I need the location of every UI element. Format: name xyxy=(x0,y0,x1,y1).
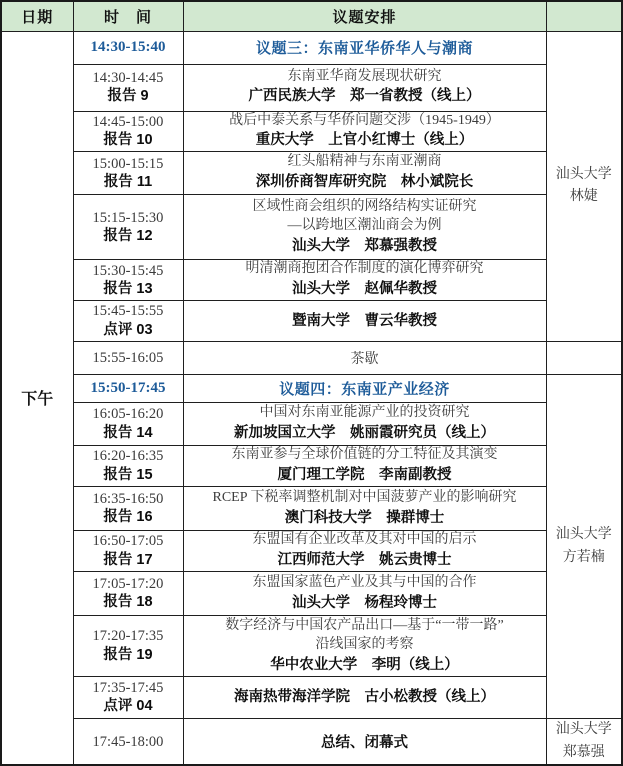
report-row xyxy=(1,64,622,111)
presenter-line: 汕头大学 赵佩华教授 xyxy=(292,281,437,298)
presenter-line: 新加坡国立大学 姚丽霞研究员（线上） xyxy=(234,425,495,442)
time-range: 16:20-16:35 xyxy=(92,448,164,465)
time-cell xyxy=(73,531,183,572)
header-agenda: 议题安排 xyxy=(183,1,546,31)
time-cell: 14:30-15:40 xyxy=(73,31,183,64)
report-label: 报告 10 xyxy=(103,131,153,148)
header-date: 日期 xyxy=(1,1,73,31)
topic-line: 红头船精神与东南亚潮商 xyxy=(287,154,442,170)
agenda-cell xyxy=(183,111,546,152)
time-cell xyxy=(73,677,183,719)
date-cell: 下午 xyxy=(1,31,73,765)
host-cell-empty xyxy=(546,342,622,375)
presenter-line: 海南热带海洋学院 古小松教授（线上） xyxy=(234,689,495,706)
host-cell xyxy=(546,719,622,765)
closing-row xyxy=(1,719,622,765)
report-label: 报告 11 xyxy=(103,173,153,190)
presenter-line: 汕头大学 郑慕强教授 xyxy=(292,237,437,254)
host-org: 汕头大学 xyxy=(555,527,612,543)
time-range: 16:50-17:05 xyxy=(92,533,164,550)
report-label: 报告 16 xyxy=(103,509,153,525)
time-range: 15:45-15:55 xyxy=(92,303,164,320)
host-name: 方若楠 xyxy=(562,549,605,565)
topic-line-2: —以跨地区潮汕商会为例 xyxy=(287,217,442,233)
time-cell: 15:55-16:05 xyxy=(73,342,183,375)
presenter-line: 华中农业大学 李明（线上） xyxy=(270,656,459,673)
topic-line: RCEP 下税率调整机制对中国菠萝产业的影响研究 xyxy=(212,489,517,505)
agenda-cell xyxy=(183,260,546,301)
time-range: 15:15-15:30 xyxy=(92,209,164,226)
header-row xyxy=(1,1,622,31)
time-cell xyxy=(73,111,183,152)
agenda-cell: 总结、闭幕式 xyxy=(183,719,546,765)
presenter-line: 广西民族大学 郑一省教授（线上） xyxy=(248,88,481,105)
presenter-line: 暨南大学 曹云华教授 xyxy=(292,312,437,329)
report-row xyxy=(1,260,622,301)
agenda-cell xyxy=(183,64,546,111)
time-range: 17:05-17:20 xyxy=(92,575,164,592)
review-row xyxy=(1,677,622,719)
time-cell xyxy=(73,446,183,487)
report-row xyxy=(1,446,622,487)
topic-line: 东南亚华商发展现状研究 xyxy=(287,68,442,84)
time-range: 16:35-16:50 xyxy=(92,490,164,507)
time-cell xyxy=(73,572,183,616)
host-name: 郑慕强 xyxy=(562,744,605,760)
topic-line: 数字经济与中国农产品出口—基于“一带一路” xyxy=(225,617,504,633)
time-cell xyxy=(73,487,183,531)
time-range: 14:45-15:00 xyxy=(92,113,164,130)
time-cell: 17:45-18:00 xyxy=(73,719,183,765)
report-row xyxy=(1,531,622,572)
time-cell xyxy=(73,301,183,342)
presenter-line: 深圳侨商智库研究院 林小斌院长 xyxy=(255,174,474,191)
time-cell xyxy=(73,616,183,677)
report-label: 报告 13 xyxy=(103,280,153,297)
agenda-cell xyxy=(183,572,546,616)
review-label: 点评 03 xyxy=(103,321,153,338)
session4-row xyxy=(1,375,622,403)
time-cell xyxy=(73,195,183,260)
agenda-cell xyxy=(183,152,546,195)
agenda-cell xyxy=(183,531,546,572)
topic-line: 明清潮商抱团合作制度的演化博弈研究 xyxy=(245,261,484,277)
time-range: 17:35-17:45 xyxy=(92,679,164,696)
report-row xyxy=(1,195,622,260)
topic-line-2: 沿线国家的考察 xyxy=(315,636,414,652)
time-range: 15:00-15:15 xyxy=(92,155,164,172)
time-cell: 15:50-17:45 xyxy=(73,375,183,403)
report-row xyxy=(1,111,622,152)
tea-break-row xyxy=(1,342,622,375)
session-title: 议题四：东南亚产业经济 xyxy=(183,375,546,403)
time-range: 17:20-17:35 xyxy=(92,628,164,645)
host-name: 林婕 xyxy=(569,189,598,205)
agenda-cell xyxy=(183,195,546,260)
presenter-line: 厦门理工学院 李南副教授 xyxy=(277,467,452,484)
presenter-line: 澳门科技大学 操群博士 xyxy=(284,509,445,526)
host-cell xyxy=(546,31,622,342)
agenda-cell: 茶歇 xyxy=(183,342,546,375)
report-row xyxy=(1,616,622,677)
review-row xyxy=(1,301,622,342)
host-org: 汕头大学 xyxy=(555,167,612,183)
time-cell xyxy=(73,403,183,446)
agenda-cell xyxy=(183,446,546,487)
presenter-line: 江西师范大学 姚云贵博士 xyxy=(277,552,452,569)
report-label: 报告 9 xyxy=(107,87,149,104)
host-cell xyxy=(546,375,622,719)
agenda-cell xyxy=(183,616,546,677)
report-label: 报告 12 xyxy=(103,227,153,244)
header-host xyxy=(546,1,622,31)
host-org: 汕头大学 xyxy=(555,722,612,738)
report-row xyxy=(1,403,622,446)
agenda-cell xyxy=(183,403,546,446)
report-row xyxy=(1,152,622,195)
session3-row xyxy=(1,31,622,64)
agenda-cell xyxy=(183,301,546,342)
report-label: 报告 19 xyxy=(103,646,153,663)
topic-line: 东盟国有企业改革及其对中国的启示 xyxy=(252,532,477,548)
topic-line: 东盟国家蓝色产业及其与中国的合作 xyxy=(252,574,477,590)
agenda-cell xyxy=(183,487,546,531)
session-title: 议题三：东南亚华侨华人与潮商 xyxy=(183,31,546,64)
report-label: 报告 14 xyxy=(103,424,153,441)
report-label: 报告 15 xyxy=(103,466,153,483)
time-range: 14:30-14:45 xyxy=(92,69,164,86)
agenda-cell xyxy=(183,677,546,719)
header-time: 时 间 xyxy=(73,1,183,31)
topic-line: 东南亚参与全球价值链的分工特征及其演变 xyxy=(231,447,498,463)
time-cell xyxy=(73,152,183,195)
topic-line: 区域性商会组织的网络结构实证研究 xyxy=(252,199,477,214)
report-label: 报告 18 xyxy=(103,594,153,610)
report-row xyxy=(1,487,622,531)
time-range: 16:05-16:20 xyxy=(92,406,164,423)
report-label: 报告 17 xyxy=(103,551,153,568)
report-row xyxy=(1,572,622,616)
topic-line: 中国对东南亚能源产业的投资研究 xyxy=(259,405,470,421)
presenter-line: 汕头大学 杨程玲博士 xyxy=(292,594,437,611)
review-label: 点评 04 xyxy=(103,698,153,714)
presenter-line: 重庆大学 上官小红博士（线上） xyxy=(255,132,474,149)
time-range: 15:30-15:45 xyxy=(92,262,164,279)
topic-line: 战后中泰关系与华侨问题交涉（1945-1949） xyxy=(229,112,500,128)
time-cell xyxy=(73,260,183,301)
time-cell xyxy=(73,64,183,111)
